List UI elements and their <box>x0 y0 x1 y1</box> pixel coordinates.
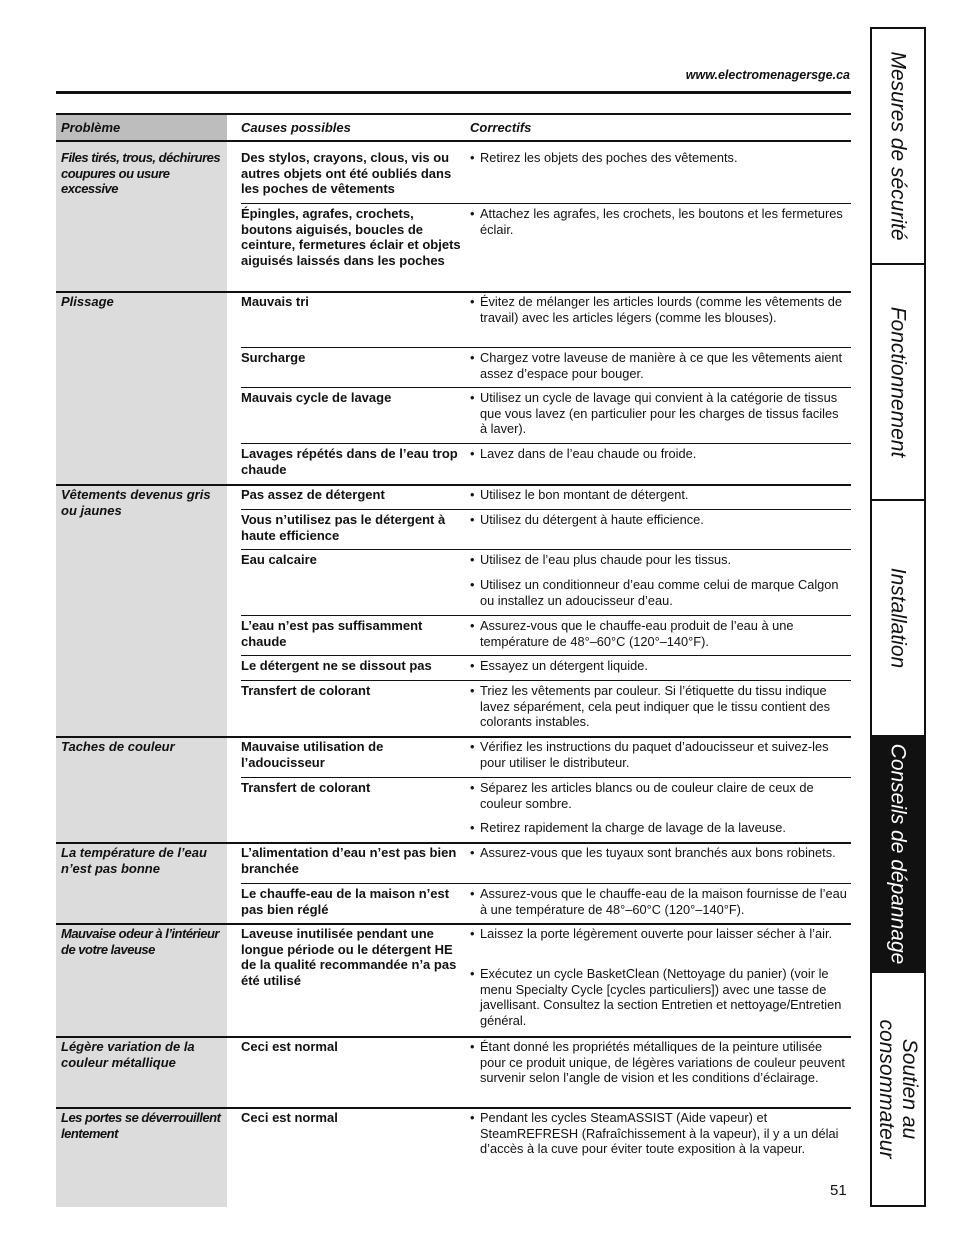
cause-label: Laveuse inutilisée pendant une longue période ou le détergent HE de la qualité recommandée n’a pas été utilisé <box>241 926 457 988</box>
row-divider <box>241 883 851 884</box>
row-divider <box>241 509 851 510</box>
fix-item: • Attachez les agrafes, les crochets, les boutons et les fermetures éclair. <box>470 206 843 237</box>
row-divider <box>241 655 851 656</box>
top-rule <box>56 91 851 94</box>
row-divider <box>241 203 851 204</box>
cause-label: Le chauffe-eau de la maison n’est pas bien réglé <box>241 886 450 917</box>
problem-label: Vêtements devenus gris ou jaunes <box>61 487 211 518</box>
cause-label: Transfert de colorant <box>241 780 371 795</box>
row-divider <box>241 777 851 778</box>
row-divider <box>241 387 851 388</box>
problem-label: Plissage <box>61 294 114 309</box>
fix-item: • Retirez les objets des poches des vêtements. <box>470 150 738 165</box>
group-divider <box>56 923 851 925</box>
header-causes: Causes possibles <box>241 120 351 135</box>
page-number: 51 <box>830 1182 847 1199</box>
fix-item: • Étant donné les propriétés métalliques de la peinture utilisée pour ce produit unique, de légères variations de couleur peuvent survenir selon l’angle de vision et les conditions d’éclairage. <box>470 1039 845 1086</box>
cause-label: Des stylos, crayons, clous, vis ou autres objets ont été oubliés dans les poches de vêtements <box>241 150 452 197</box>
cause-label: Pas assez de détergent <box>241 487 385 502</box>
group-divider <box>56 1036 851 1038</box>
fix-item: • Retirez rapidement la charge de lavage de la laveuse. <box>470 820 786 835</box>
cause-label: Eau calcaire <box>241 552 317 567</box>
fix-item: • Séparez les articles blancs ou de couleur claire de ceux de couleur sombre. <box>470 780 814 811</box>
fix-item: • Utilisez le bon montant de détergent. <box>470 487 689 502</box>
row-divider <box>241 443 851 444</box>
cause-label: Le détergent ne se dissout pas <box>241 658 432 673</box>
row-divider <box>241 615 851 616</box>
tab-troubleshooting[interactable]: Conseils de dépannage <box>872 737 924 973</box>
problem-label: Files tirés, trous, déchirures coupures ou usure excessive <box>61 150 221 197</box>
problem-label: Les portes se déverrouillent lentement <box>61 1110 221 1141</box>
tab-operation[interactable]: Fonctionnement <box>872 265 924 501</box>
fix-item: • Vérifiez les instructions du paquet d’adoucisseur et suivez-les pour utiliser le distributeur. <box>470 739 829 770</box>
group-divider <box>56 484 851 486</box>
row-divider <box>241 549 851 550</box>
fix-item: • Utilisez un cycle de lavage qui convient à la catégorie de tissus que vous lavez (en particulier pour les charges de tissus faciles à laver). <box>470 390 839 437</box>
fix-item: • Essayez un détergent liquide. <box>470 658 648 673</box>
tab-safety[interactable]: Mesures de sécurité <box>872 29 924 265</box>
fix-item: • Utilisez un conditionneur d’eau comme celui de marque Calgon ou installez un adoucisseur d’eau. <box>470 577 839 608</box>
cause-label: Lavages répétés dans de l’eau trop chaude <box>241 446 458 477</box>
cause-label: Mauvais cycle de lavage <box>241 390 392 405</box>
cause-label: L’eau n’est pas suffisamment chaude <box>241 618 423 649</box>
problem-label: Mauvaise odeur à l’intérieur de votre laveuse <box>61 926 219 957</box>
fix-item: • Triez les vêtements par couleur. Si l’étiquette du tissu indique lavez séparément, cela peut indiquer que le tissu contient des colorants instables. <box>470 683 830 730</box>
problem-label: La température de l’eau n’est pas bonne <box>61 845 207 876</box>
fix-item: • Assurez-vous que les tuyaux sont branchés aux bons robinets. <box>470 845 836 860</box>
fix-item: • Assurez-vous que le chauffe-eau produit de l’eau à une température de 48°–60°C (120°–140°F). <box>470 618 794 649</box>
fix-item: • Exécutez un cycle BasketClean (Nettoyage du panier) (voir le menu Specialty Cycle [cycles particuliers]) avec une tasse de javellisant. Consultez la section Entretien et nettoyage/Entretien général. <box>470 966 842 1028</box>
group-divider <box>56 1107 851 1109</box>
fix-item: • Laissez la porte légèrement ouverte pour laisser sécher à l’air. <box>470 926 833 941</box>
cause-label: Vous n’utilisez pas le détergent à haute efficience <box>241 512 446 543</box>
section-tabs <box>870 27 926 1207</box>
cause-label: L’alimentation d’eau n’est pas bien branchée <box>241 845 457 876</box>
problem-label: Taches de couleur <box>61 739 175 754</box>
row-divider <box>241 347 851 348</box>
fix-item: • Évitez de mélanger les articles lourds (comme les vêtements de travail) avec les articles légers (comme les blouses). <box>470 294 843 325</box>
fix-item: • Assurez-vous que le chauffe-eau de la maison fournisse de l’eau à une température de 48°–60°C (120°–140°F). <box>470 886 847 917</box>
tab-installation[interactable]: Installation <box>872 501 924 737</box>
cause-label: Ceci est normal <box>241 1039 338 1054</box>
fix-item: • Chargez votre laveuse de manière à ce que les vêtements aient assez d’espace pour bouger. <box>470 350 843 381</box>
fix-item: • Utilisez de l’eau plus chaude pour les tissus. <box>470 552 732 567</box>
table-header <box>56 113 851 142</box>
troubleshooting-table <box>56 113 851 1207</box>
group-divider <box>56 736 851 738</box>
problem-label: Légère variation de la couleur métallique <box>61 1039 195 1070</box>
fix-item: • Lavez dans de l’eau chaude ou froide. <box>470 446 697 461</box>
cause-label: Mauvais tri <box>241 294 309 309</box>
fix-item: • Utilisez du détergent à haute efficience. <box>470 512 704 527</box>
cause-label: Épingles, agrafes, crochets, boutons aiguisés, boucles de ceinture, fermetures éclair et objets aiguisés laissés dans les poches <box>241 206 461 268</box>
group-divider <box>56 842 851 844</box>
cause-label: Surcharge <box>241 350 306 365</box>
header-problem: Problème <box>61 120 121 135</box>
cause-label: Mauvaise utilisation de l’adoucisseur <box>241 739 384 770</box>
site-url[interactable]: www.electromenagersge.ca <box>685 68 850 82</box>
row-divider <box>241 680 851 681</box>
tab-consumer-support[interactable]: Soutien au consommateur <box>875 1019 921 1159</box>
group-divider <box>56 291 851 293</box>
cause-label: Ceci est normal <box>241 1110 338 1125</box>
fix-item: • Pendant les cycles SteamASSIST (Aide vapeur) et SteamREFRESH (Rafraîchissement à la vapeur), il y a un délai d’accès à la cuve pour éviter toute exposition à la vapeur. <box>470 1110 839 1157</box>
cause-label: Transfert de colorant <box>241 683 371 698</box>
header-fixes: Correctifs <box>470 120 532 135</box>
